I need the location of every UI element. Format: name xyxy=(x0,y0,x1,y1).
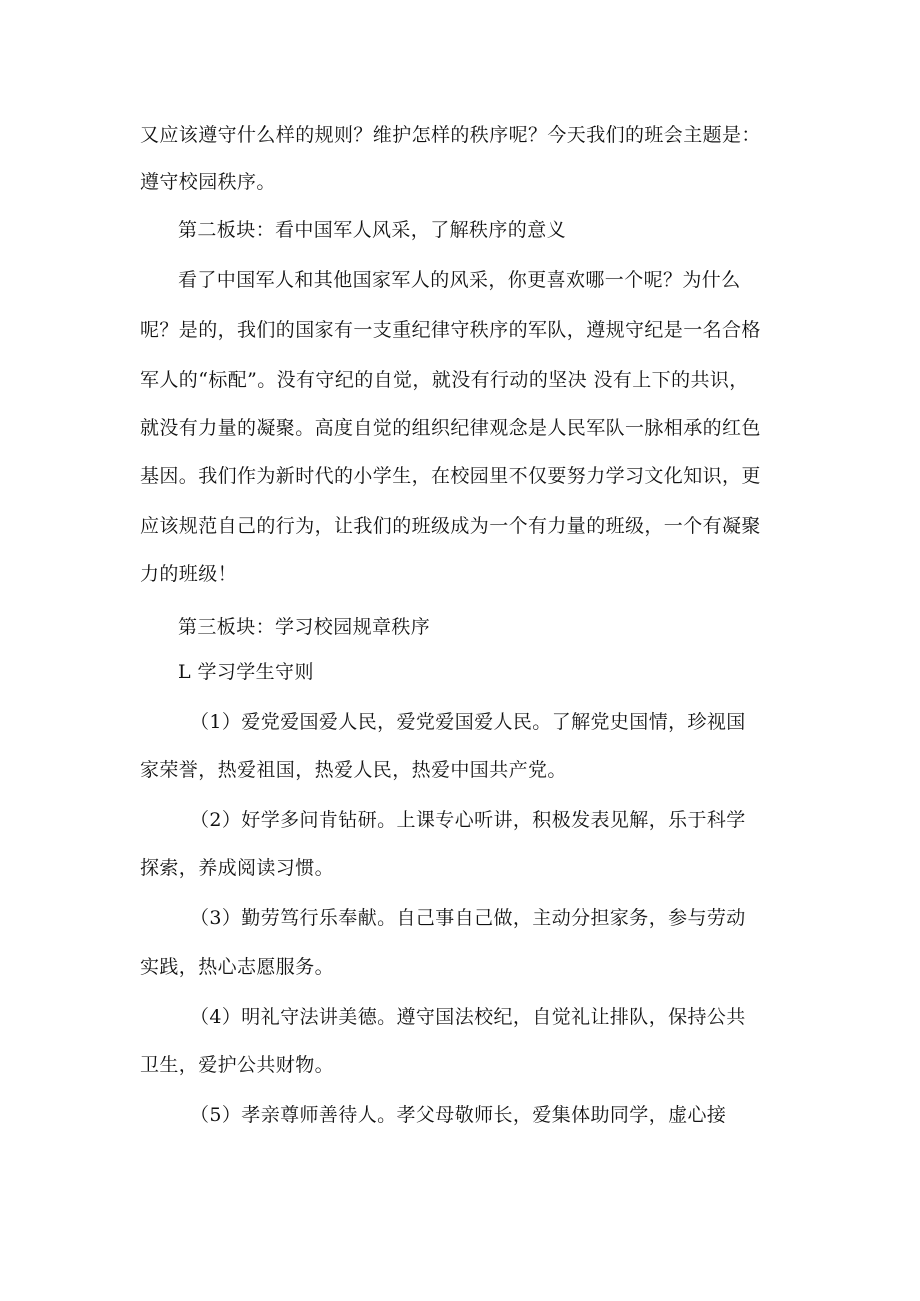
rule-3-line-2: 实践，热心志愿服务。 xyxy=(140,956,335,978)
subsection-heading: L 学习学生守则 xyxy=(178,661,314,683)
rule-1-line-2: 家荣誉，热爱祖国，热爱人民，热爱中国共产党。 xyxy=(140,759,567,781)
section2-body-line-7: 力的班级！ xyxy=(140,563,238,585)
section2-body-line-1: 看了中国军人和其他国家军人的风采，你更喜欢哪一个呢？为什么 xyxy=(178,269,741,291)
intro-line-2: 遵守校园秩序。 xyxy=(140,171,276,193)
rule-2-line-2: 探索，养成阅读习惯。 xyxy=(140,857,335,879)
section2-body-line-3: 军人的“标配”。没有守纪的自觉，就没有行动的坚决 没有上下的共识， xyxy=(140,369,749,391)
intro-line-1: 又应该遵守什么样的规则？维护怎样的秩序呢？今天我们的班会主题是： xyxy=(140,124,761,146)
section2-body-line-6: 应该规范自己的行为，让我们的班级成为一个有力量的班级，一个有凝聚 xyxy=(140,515,761,537)
rule-5-line-1: （5）孝亲尊师善待人。孝父母敬师长，爱集体助同学，虚心接 xyxy=(190,1104,727,1126)
rule-2-line-1: （2）好学多问肯钻研。上课专心听讲，积极发表见解，乐于科学 xyxy=(190,809,746,831)
section2-heading: 第二板块：看中国军人风采，了解秩序的意义 xyxy=(178,219,567,241)
section2-body-line-5: 基因。我们作为新时代的小学生，在校园里不仅要努力学习文化知识，更 xyxy=(140,465,761,487)
section3-heading: 第三板块：学习校园规章秩序 xyxy=(178,616,431,638)
section2-body-line-4: 就没有力量的凝聚。高度自觉的组织纪律观念是人民军队一脉相承的红色 xyxy=(140,417,761,439)
rule-3-line-1: （3）勤劳笃行乐奉献。自己事自己做，主动分担家务，参与劳动 xyxy=(190,907,746,929)
rule-4-line-2: 卫生，爱护公共财物。 xyxy=(140,1054,335,1076)
rule-1-line-1: （1）爱党爱国爱人民，爱党爱国爱人民。了解党史国情，珍视国 xyxy=(190,711,746,733)
rule-4-line-1: （4）明礼守法讲美德。遵守国法校纪，自觉礼让排队，保持公共 xyxy=(190,1006,746,1028)
section2-body-line-2: 呢？是的，我们的国家有一支重纪律守秩序的军队，遵规守纪是一名合格 xyxy=(140,319,761,341)
